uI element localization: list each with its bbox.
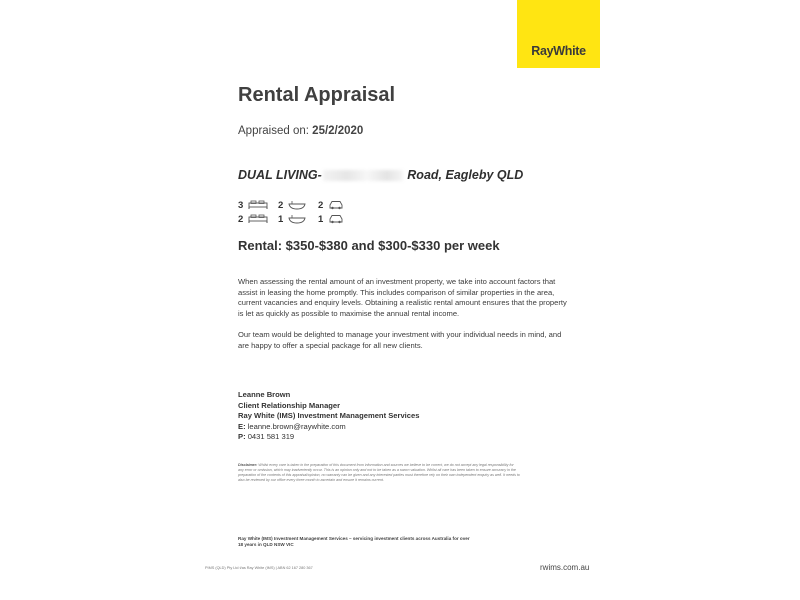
disclaimer-label: Disclaimer: [238,463,258,467]
footer-note: Ray White (IMS) Investment Management Services – servicing investment clients across Australia for over 18 years in QLD NSW VIC [238,536,470,548]
car-count: 2 [318,199,324,211]
bed-icon [248,200,268,210]
feature-beds [238,214,278,225]
disclaimer [238,463,520,483]
features-row-1 [238,199,358,211]
redacted-street [323,170,403,181]
footer-website[interactable]: rwims.com.au [540,563,590,572]
offer-paragraph: Our team would be delighted to manage your investment with your individual needs in mind, and are happy to offer a special package for all new clients. [238,330,562,350]
contact-email[interactable]: leanne.brown@raywhite.com [245,421,346,431]
feature-baths [278,214,318,225]
contact-company: Ray White (IMS) Investment Management Services [238,411,420,421]
email-label: E: [238,421,246,431]
signature-block [238,390,419,443]
bath-count: 2 [278,199,284,211]
features-row-2 [238,213,358,225]
assessment-paragraph: When assessing the rental amount of an investment property, we take into account factors that assist in leasing the home promptly. This includes comparison of similar properties in the area, current vacancies and enquiry levels. Obtaining a realistic rental amount ensures that the property is let as quickly as possible to maximise the annual rental income. [238,277,567,318]
rental-estimate: Rental: $350-$380 and $300-$330 per week [238,238,500,253]
property-features [238,199,358,227]
bed-icon [248,214,268,224]
contact-email-line [238,422,419,433]
property-address [238,168,523,182]
bath-count: 1 [278,213,284,225]
phone-label: P: [238,432,246,442]
bath-icon [288,200,306,210]
feature-cars [318,200,358,211]
raywhite-logo [517,0,600,68]
contact-phone-line [238,432,419,443]
page-title: Rental Appraisal [238,84,396,106]
car-count: 1 [318,213,324,225]
car-icon [328,200,344,210]
appraised-date-value: 25/2/2020 [312,125,364,137]
car-icon [328,214,344,224]
feature-cars [318,214,358,225]
appraised-label: Appraised on: [238,125,313,137]
bed-count: 3 [238,199,244,211]
disclaimer-text: Whilst every care is taken in the preparation of this document from information and sources we believe to be correct, we do not accept any legal responsibility for any error or omission, which may inadvertently occur. This is an opinion only and not to be taken as a sworn valuation. Whilst all care has been taken to ensure accuracy in the preparation of the contents of this appraisal/opinion, no warranty can be given and any interested parties must therefore rely on their own independent enquiry as well. It needs to also be reviewed by our office every three month to ascertain and ensure it remains current. [238,463,520,482]
footer-company-details: PIMS (QLD) Pty Ltd t/as Ray White (IMS) | ABN 62 167 280 367 [205,566,313,570]
contact-phone: 0431 581 319 [245,432,295,442]
feature-baths [278,200,318,211]
feature-beds [238,200,278,211]
address-suffix: Road, Eagleby QLD [407,168,524,182]
bed-count: 2 [238,213,244,225]
bath-icon [288,214,306,224]
address-prefix: DUAL LIVING- [238,168,322,182]
contact-name: Leanne Brown [238,390,291,399]
logo-text: RayWhite [531,44,586,58]
appraised-date [238,125,363,137]
contact-role: Client Relationship Manager [238,400,341,410]
